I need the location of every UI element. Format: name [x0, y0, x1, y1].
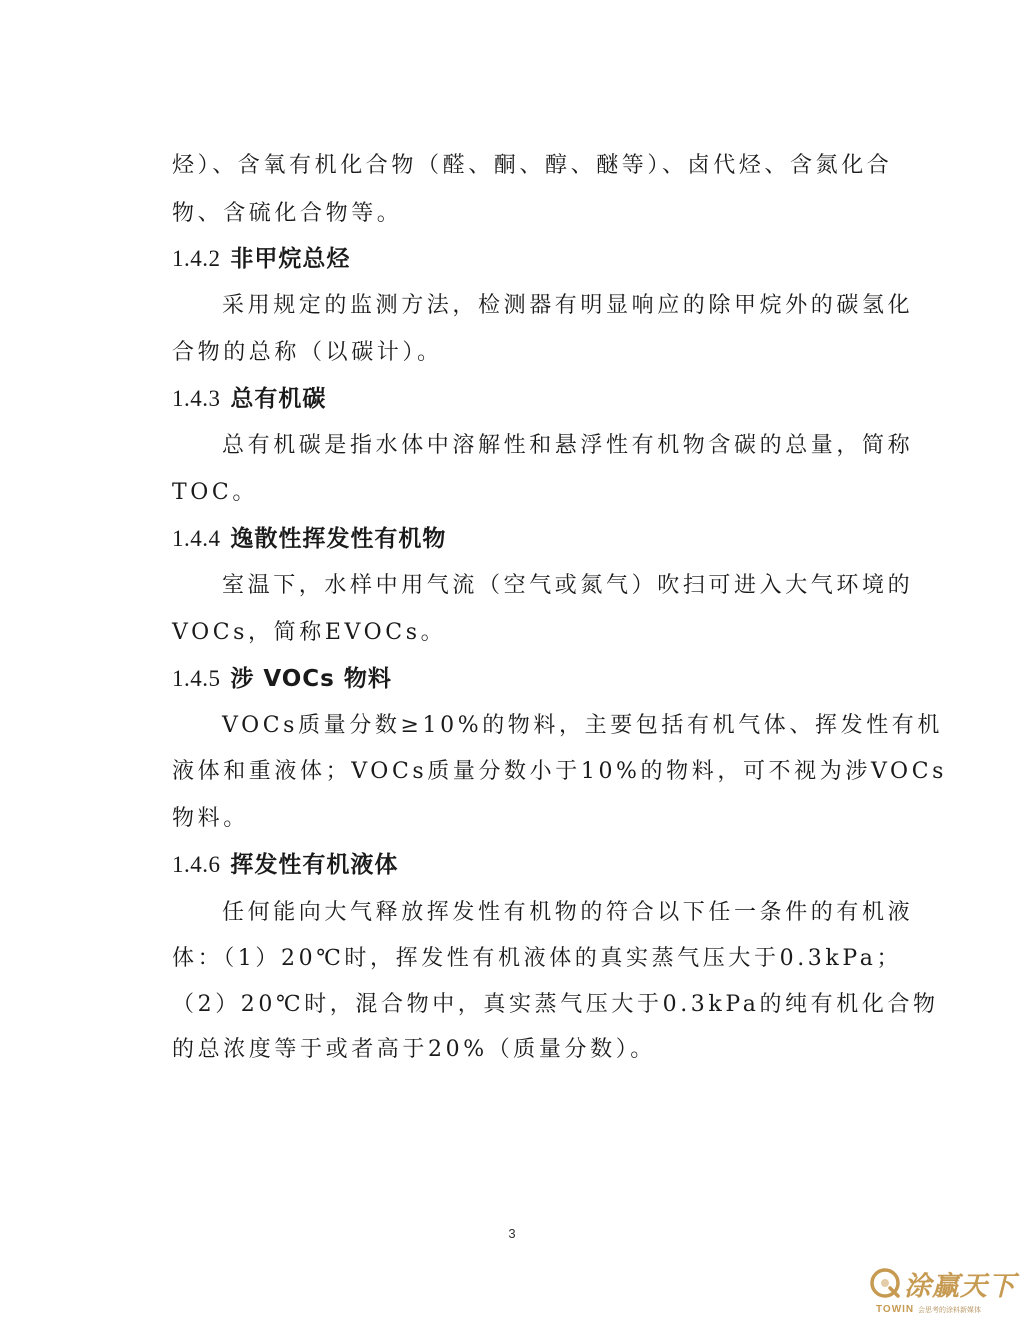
section-heading-1-4-6	[172, 850, 398, 880]
paragraph-line: 体：（1）20℃时，挥发性有机液体的真实蒸气压大于0.3kPa；	[172, 946, 903, 971]
section-title: 涉 VOCs 物料	[230, 666, 392, 692]
paragraph-line: 室温下，水样中用气流（空气或氮气）吹扫可进入大气环境的	[222, 573, 914, 598]
towin-logo-icon	[868, 1266, 902, 1300]
section-title: 逸散性挥发性有机物	[230, 526, 447, 552]
watermark-brand-cn: 涂赢天下	[904, 1271, 1016, 1302]
section-heading-1-4-3	[172, 384, 326, 414]
section-number: 1.4.6	[172, 852, 221, 877]
paragraph-line: VOCs质量分数≥10%的物料，主要包括有机气体、挥发性有机	[222, 713, 943, 738]
paragraph-line: VOCs，简称EVOCs。	[172, 620, 447, 645]
paragraph-line: 液体和重液体；VOCs质量分数小于10%的物料，可不视为涉VOCs	[172, 759, 948, 784]
paragraph-line: 采用规定的监测方法，检测器有明显响应的除甲烷外的碳氢化	[222, 293, 914, 318]
paragraph-line: 的总浓度等于或者高于20%（质量分数）。	[172, 1037, 656, 1062]
paragraph-line: （2）20℃时，混合物中，真实蒸气压大于0.3kPa的纯有机化合物	[172, 992, 939, 1017]
watermark-tagline: 会思考的涂料新媒体	[918, 1306, 981, 1314]
section-heading-1-4-2	[172, 244, 350, 274]
section-number: 1.4.3	[172, 386, 221, 411]
section-heading-1-4-5	[172, 664, 392, 694]
section-title: 非甲烷总烃	[230, 246, 351, 272]
section-number: 1.4.2	[172, 246, 221, 271]
paragraph-line: TOC。	[172, 480, 258, 505]
section-number: 1.4.4	[172, 526, 221, 551]
section-title: 挥发性有机液体	[230, 852, 399, 878]
paragraph-line: 烃）、含氧有机化合物（醛、酮、醇、醚等）、卤代烃、含氮化合	[172, 153, 893, 178]
page-number: 3	[508, 1226, 516, 1241]
paragraph-line: 合物的总称（以碳计）。	[172, 340, 443, 365]
paragraph-line: 物、含硫化合物等。	[172, 201, 403, 226]
paragraph-line: 总有机碳是指水体中溶解性和悬浮性有机物含碳的总量，简称	[222, 433, 914, 458]
section-title: 总有机碳	[230, 386, 327, 412]
section-heading-1-4-4	[172, 524, 446, 554]
watermark-logo	[858, 1262, 1018, 1318]
paragraph-line: 任何能向大气释放挥发性有机物的符合以下任一条件的有机液	[222, 900, 914, 925]
paragraph-line: 物料。	[172, 806, 249, 831]
watermark-brand-en: TOWIN	[876, 1304, 915, 1315]
section-number: 1.4.5	[172, 666, 221, 691]
